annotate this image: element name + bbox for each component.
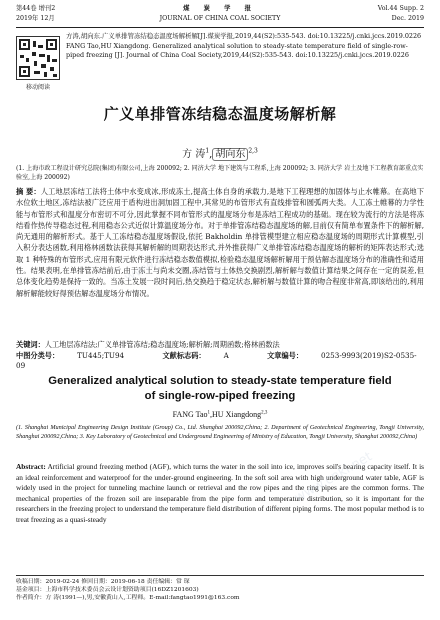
- abstract-en: [16, 462, 424, 526]
- footnote-dates: 收稿日期：2019-02-24 修回日期：2019-06-18 责任编辑：常 琛: [16, 579, 190, 585]
- doc-code-value: A: [223, 351, 229, 360]
- article-title-cn: 广义单排管冻结稳态温度场解析解: [103, 105, 337, 123]
- citation-block: [66, 32, 424, 61]
- doc-code-label: 文献标志码：: [162, 351, 206, 360]
- journal-title-en: JOURNAL OF CHINA COAL SOCIETY: [159, 15, 281, 22]
- abstract-label-cn: 摘 要：: [16, 187, 41, 196]
- footnote-funding: 基金项目：上海市科学技术委员会云设计划资助项目(16DZ1201603): [16, 587, 199, 594]
- authors-en: FANG Tao$^1$,HU Xiangdong$^{2,3}$: [172, 410, 268, 419]
- citation-en: FANG Tao,HU Xiangdong. Generalized analytical solution to steady-state temperature field of single-row-piped freezing [J]. Journal of China Coal Society,2019,44(S2):535-543. doi:10.13225/j.cnki.jccs.2019.0226: [66, 41, 409, 60]
- keywords-label-cn: 关键词：: [16, 340, 45, 349]
- watermark: www.cnki.net: [292, 449, 375, 506]
- clc-label: 中图分类号：: [16, 351, 60, 360]
- author-name-en: HU Xiangdong: [212, 410, 262, 419]
- article-no-label: 文章编号：: [267, 351, 304, 360]
- volume-issue-cn: 第44卷 增刊2: [16, 5, 56, 12]
- authors-cn: 方 涛$^1$, 胡向东 $^{2,3}$: [182, 147, 258, 160]
- watermark: www.cnki.net: [122, 229, 205, 286]
- date-cn: 2019年 12月: [16, 15, 55, 22]
- keywords-text-cn: 人工地层冻结法;广义单排管冻结;稳态温度场;解析解;周期函数;格林函数法: [44, 340, 280, 349]
- article-title-en: [16, 374, 424, 404]
- abstract-text-cn: 人工地层冻结工法将土体中水变成冰,形成冻土,提高土体自身的承载力,是地下工程理想的加固体与止水帷幕。在高地下水位软土地区,冻结法被广泛应用于盾构进出洞加固工程中,其常见的布管形式有直线排管和圆弧两大类。人工冻土帷幕的力学性能与布管形式和温度分布密切不可分,因此掌握不同布管形式的温度场分布是冻结工程成功的基础。现在较为流行的方法是将冻结看作热传导稳态过程,利用稳态公式近似计算温度场分布。对于单排管冻结稳态温度场的解,目前仅有简单布置条件下的解析解,尚无通用的解析形式。基于人工冻结稳态温度场假设,依托 Bakholdin 单排管模型建立相应稳态温度场的周期形式计算模型,引入积分表达函数,利用格林函数法获得其解析解的周期表达形式,并外推获得广义单排管冻结稳态温度场的解析的矩阵表达形式;选取 1 种特殊的布管形式,应用有限元软件进行冻结稳态数值模拟,检验稳态温度场解析解用于预估解态温度场分布的准确性和适用性。结果表明,在单排管冻结前后,由于冻土与尚未交圈,冻结管与土体热交换剧烈,解析解与数值计算结果之间存在一定的误差,但总体变化趋势是保持一致的。当冻土发展一段时间后,热交换趋于稳定状态,解析解与数值计算的吻合程度非常高,即该给出的,利用解析解能较好得预估解态温度场分布情况。: [16, 187, 425, 298]
- author-name-boxed[interactable]: 胡向东: [212, 148, 248, 161]
- author-superscript: 2,3: [248, 147, 258, 155]
- classification-line: [16, 351, 424, 371]
- journal-title-cn: 煤 炭 学 报: [183, 5, 257, 12]
- article-no-value: 0253-9993(2019)S2-0535-09: [16, 351, 417, 370]
- qr-caption: 移动阅读: [25, 84, 50, 91]
- citation-cn: 方涛,胡向东.广义单排管冻结稳态温度场解析解[J].煤炭学报,2019,44(S2):535-543. doi:10.13225/j.cnki.jccs.2019.0226: [66, 32, 422, 40]
- affiliation-en: (1. Shanghai Municipal Engineering Design Institute (Group) Co., Ltd. Shanghai 200092,China; 2. Department of Geotechnical Engineering, Tongji University, Shanghai 200092,China; 3. Key Laboratory of Geotechnical and Underground Engineering of Ministry of Education, Tongji University, Shanghai 200092,China): [16, 424, 424, 440]
- qr-code[interactable]: [16, 36, 60, 80]
- volume-issue-en: Vol.44 Supp. 2: [377, 5, 424, 12]
- abstract-text-en: Artificial ground freezing method (AGF), which turns the water in the soil into ice, improves soil's bearing capacity itself. It is an ideal reinforcement and waterproof for the under-ground engineering. In the soft soil area with high underground water table, AGF is widely used in the project for tunneling machine launch or retrieval and the row pipes and the ring pipes are the common forms. The mechanical properties of the frozen soil are inseparable from the pipe form and temperature distribution, so it is important for the researchers in the freezing project to understand the temperature field distribution of different piping forms. The most popular method is to treat freezing as a quasi-steady: [16, 462, 424, 524]
- footnote-block: [16, 575, 424, 602]
- title-en-line: Generalized analytical solution to steady-state temperature field: [48, 375, 392, 387]
- affiliation-cn: (1. 上海市政工程设计研究总院(集团)有限公司,上海 200092; 2. 同济大学 地下建筑与工程系,上海 200092; 3. 同济大学 岩土及地下工程教育部重点实验室,上海 200092): [16, 165, 424, 181]
- author-superscript: 1: [205, 147, 210, 155]
- clc-value: TU445;TU94: [77, 351, 125, 360]
- author-superscript: 2,3: [261, 410, 268, 416]
- author-name-en: FANG Tao: [172, 410, 208, 419]
- footnote-author-bio: 作者简介：方 涛(1991—),男,安徽黄山人,工程师。E-mail:fangtao1991@163.com: [16, 595, 240, 602]
- date-en: Dec. 2019: [391, 15, 424, 22]
- title-en-line: of single-row-piped freezing: [144, 390, 296, 402]
- abstract-cn: [16, 186, 424, 299]
- author-superscript: 1: [207, 410, 211, 416]
- journal-header: [16, 3, 424, 28]
- author-name: 方: [182, 149, 193, 160]
- author-name: 涛: [195, 149, 206, 160]
- keywords-cn: [16, 340, 424, 350]
- abstract-label-en: Abstract:: [16, 462, 46, 471]
